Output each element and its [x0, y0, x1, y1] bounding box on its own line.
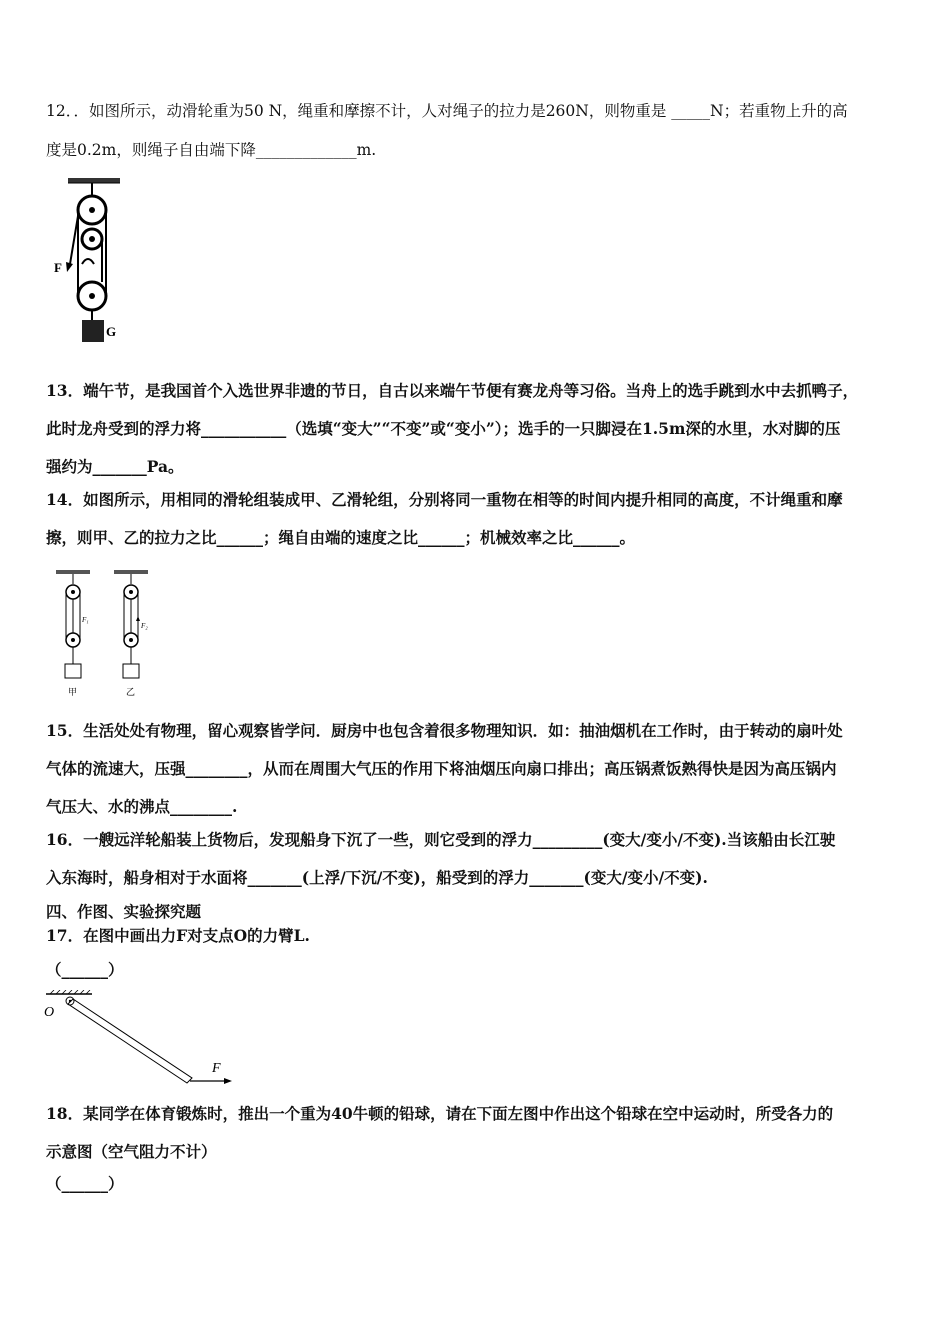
q16-line2: 入东海时，船身相对于水面将_______(上浮/下沉/不变)，船受到的浮力_______(变大/变小/不变).: [46, 868, 708, 887]
q14-line2: 擦，则甲、乙的拉力之比______；绳自由端的速度之比______；机械效率之比______。: [46, 528, 636, 547]
q12-fig-G: G: [106, 324, 117, 339]
q13-line2: 此时龙舟受到的浮力将___________（选填“变大”“不变”或“变小”）；选手的一只脚浸在1.5m深的水里，水对脚的压: [46, 419, 841, 438]
q14-fig-label-a: 甲: [68, 688, 78, 698]
q12-line2: 度是0.2m，则绳子自由端下降_____________m.: [46, 141, 377, 159]
q17-fig-O: O: [44, 1005, 55, 1020]
q12-line1: 12．．如图所示，动滑轮重为50 N，绳重和摩擦不计，人对绳子的拉力是260N，则物重是 _____N；若重物上升的高: [46, 102, 848, 120]
q18-answer-blank[interactable]: （______）: [46, 1174, 124, 1193]
q17-line1: 17．在图中画出力F对支点O的力臂L.: [46, 926, 310, 945]
section-title: 四、作图、实验探究题: [46, 902, 202, 921]
q17-fig-F: F: [212, 1061, 221, 1076]
q15-line2: 气体的流速大，压强________，从而在周围大气压的作用下将油烟压向扇口排出；高压锅煮饭熟得快是因为高压锅内: [46, 759, 837, 778]
pulley-figures-q14: [52, 568, 162, 700]
q13-line3: 强约为_______Pa。: [46, 457, 184, 476]
q17-answer-blank[interactable]: （______）: [46, 960, 124, 979]
q15-line3: 气压大、水的沸点________.: [46, 797, 238, 816]
q14-fig-F1: F₁: [82, 616, 89, 624]
q14-line1: 14．如图所示，用相同的滑轮组装成甲、乙滑轮组，分别将同一重物在相等的时间内提升相同的高度，不计绳重和摩: [46, 490, 843, 509]
pulley-figure-q12: [50, 176, 140, 346]
q13-line1: 13．端午节，是我国首个入选世界非遗的节日，自古以来端午节便有赛龙舟等习俗。当舟上的选手跳到水中去抓鸭子，: [46, 381, 859, 400]
q14-fig-label-b: 乙: [126, 688, 136, 698]
lever-figure-q17: [40, 990, 240, 1086]
q16-line1: 16．一艘远洋轮船装上货物后，发现船身下沉了一些，则它受到的浮力_________(变大/变小/不变).当该船由长江驶: [46, 830, 836, 849]
q18-line1: 18．某同学在体育锻炼时，推出一个重为40牛顿的铅球，请在下面左图中作出这个铅球在空中运动时，所受各力的: [46, 1104, 834, 1123]
q18-line2: 示意图（空气阻力不计）: [46, 1142, 217, 1161]
q12-fig-F: F: [54, 260, 62, 275]
q15-line1: 15．生活处处有物理，留心观察皆学问．厨房中也包含着很多物理知识．如：抽油烟机在工作时，由于转动的扇叶处: [46, 721, 843, 740]
q14-fig-F2: F₂: [141, 622, 148, 630]
